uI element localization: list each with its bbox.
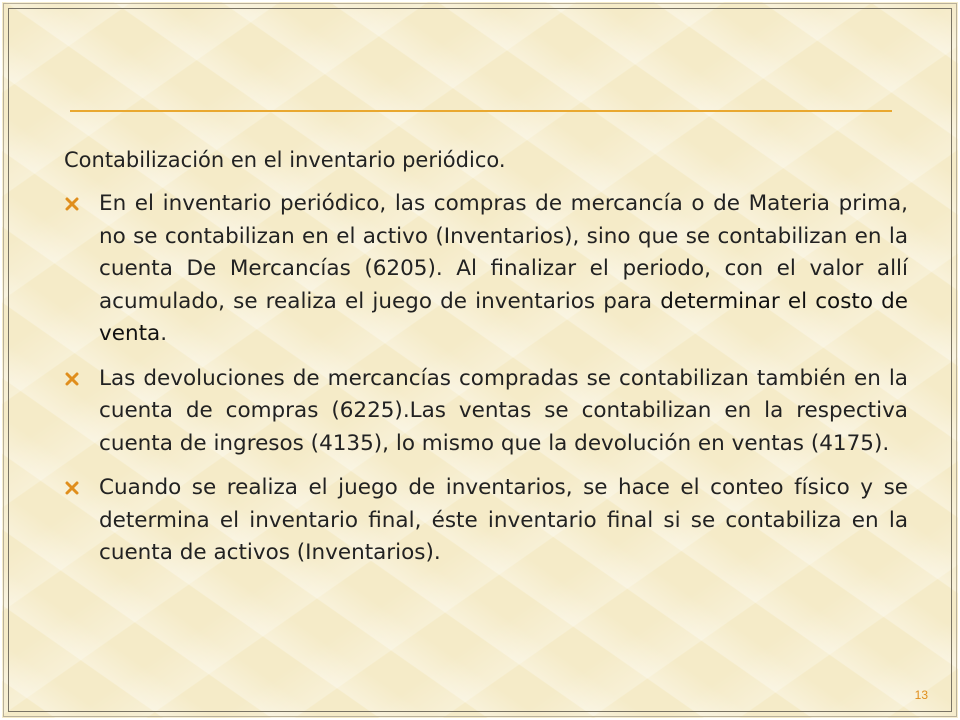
bullet-text-end: .: [160, 321, 168, 346]
bullet-list: [64, 188, 908, 570]
page-number: 13: [914, 688, 928, 702]
list-item: [64, 363, 908, 461]
bullet-text: En el inventario periódico, las compras de mercancía o de Materia prima, no se contabilizan en el activo (Inventarios), sino que se contabilizan en la cuenta De Mercancías (6205). Al finalizar el periodo, con el valor allí acumulado, se realiza el juego de inventarios para: [99, 191, 908, 314]
x-cross-icon: [65, 481, 79, 495]
x-cross-icon: [65, 372, 79, 386]
list-item: [64, 188, 908, 351]
slide-content: [64, 144, 908, 582]
bullet-text: Las devoluciones de mercancías compradas se contabilizan también en la cuenta de compras (6225).Las ventas se contabilizan en la respectiva cuenta de ingresos (4135), lo mismo que la devolución en ventas (4175).: [99, 365, 908, 456]
list-item: [64, 472, 908, 570]
title-divider-rule: [70, 110, 892, 112]
bullet-emphasis: determinar el costo de venta: [99, 288, 909, 346]
slide-heading: Contabilización en el inventario periódico.: [64, 148, 506, 172]
bullet-text: Cuando se realiza el juego de inventarios, se hace el conteo físico y se determina el inventario final, éste inventario final si se contabiliza en la cuenta de activos (Inventarios).: [99, 475, 908, 565]
x-cross-icon: [65, 197, 79, 211]
